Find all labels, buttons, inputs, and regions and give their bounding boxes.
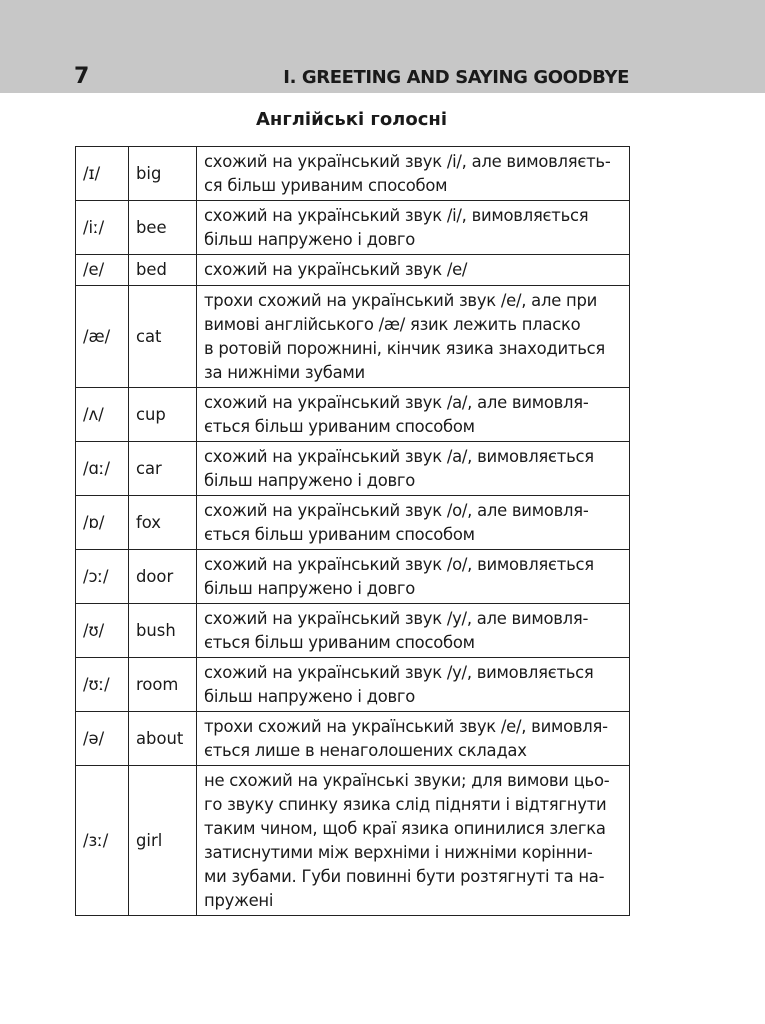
section-title: Англійські голосні (255, 109, 448, 130)
description-line: не схожий на українські звуки; для вимови цьо- (204, 770, 610, 790)
description-line: більш напружено і довго (204, 470, 416, 490)
description-line: більш напружено і довго (204, 578, 416, 598)
vowel-row (76, 255, 630, 286)
vowel-symbol: /iː/ (76, 201, 129, 255)
vowel-description (197, 388, 630, 442)
description-line: ється більш уриваним способом (204, 632, 475, 652)
description-line: схожий на український звук /у/, вимовляється (204, 662, 594, 682)
vowel-table (75, 146, 630, 916)
vowel-row (76, 286, 630, 388)
vowel-symbol: /ɪ/ (76, 147, 129, 201)
description-line: вимові англійського /æ/ язик лежить пласко (204, 314, 581, 334)
description-line: схожий на український звук /і/, але вимовляєть- (204, 151, 611, 171)
description-line: схожий на український звук /о/, але вимовля- (204, 500, 589, 520)
description-line: схожий на український звук /а/, вимовляється (204, 446, 594, 466)
description-line: таким чином, щоб краї язика опинилися злегка (204, 818, 606, 838)
vowel-table-body (76, 147, 630, 916)
vowel-description (197, 766, 630, 916)
example-word: cat (129, 286, 197, 388)
vowel-symbol: /ɔː/ (76, 550, 129, 604)
vowel-description (197, 712, 630, 766)
vowel-description (197, 286, 630, 388)
description-line: схожий на український звук /о/, вимовляється (204, 554, 594, 574)
example-word: girl (129, 766, 197, 916)
description-line: трохи схожий на український звук /е/, але при (204, 290, 598, 310)
vowel-description (197, 201, 630, 255)
description-line: ся більш уриваним способом (204, 175, 448, 195)
vowel-symbol: /æ/ (76, 286, 129, 388)
vowel-row (76, 550, 630, 604)
example-word: big (129, 147, 197, 201)
description-line: більш напружено і довго (204, 229, 416, 249)
description-line: ється більш уриваним способом (204, 416, 475, 436)
description-line: ми зубами. Губи повинні бути розтягнуті та на- (204, 866, 605, 886)
vowel-symbol: /ɜː/ (76, 766, 129, 916)
description-line: затиснутими між верхніми і нижніми корінни- (204, 842, 593, 862)
example-word: door (129, 550, 197, 604)
vowel-row (76, 147, 630, 201)
vowel-symbol: /ʊː/ (76, 658, 129, 712)
vowel-description (197, 442, 630, 496)
example-word: cup (129, 388, 197, 442)
vowel-row (76, 388, 630, 442)
description-line: схожий на український звук /і/, вимовляється (204, 205, 589, 225)
vowel-symbol: /ɒ/ (76, 496, 129, 550)
vowel-symbol: /ʌ/ (76, 388, 129, 442)
vowel-description (197, 550, 630, 604)
vowel-description (197, 255, 630, 286)
vowel-row (76, 604, 630, 658)
chapter-title: I. GREETING AND SAYING GOODBYE (283, 67, 629, 88)
vowel-symbol: /e/ (76, 255, 129, 286)
description-line: схожий на український звук /у/, але вимовля- (204, 608, 589, 628)
vowel-row (76, 496, 630, 550)
vowel-row (76, 442, 630, 496)
vowel-row (76, 766, 630, 916)
page-number: 7 (74, 64, 90, 89)
vowel-symbol: /ɑː/ (76, 442, 129, 496)
description-line: більш напружено і довго (204, 686, 416, 706)
description-line: схожий на український звук /е/ (204, 260, 468, 279)
description-line: ється лише в ненаголошених складах (204, 740, 527, 760)
description-line: в ротовій порожнині, кінчик язика знаходиться (204, 338, 605, 358)
vowel-row (76, 712, 630, 766)
example-word: car (129, 442, 197, 496)
description-line: за нижніми зубами (204, 362, 365, 382)
vowel-row (76, 201, 630, 255)
example-word: bed (129, 255, 197, 286)
vowel-description (197, 658, 630, 712)
description-line: трохи схожий на український звук /е/, вимовля- (204, 716, 608, 736)
example-word: about (129, 712, 197, 766)
example-word: room (129, 658, 197, 712)
description-line: ється більш уриваним способом (204, 524, 475, 544)
vowel-row (76, 658, 630, 712)
vowel-description (197, 604, 630, 658)
vowel-symbol: /ʊ/ (76, 604, 129, 658)
vowel-symbol: /ə/ (76, 712, 129, 766)
vowel-description (197, 147, 630, 201)
description-line: схожий на український звук /а/, але вимовля- (204, 392, 589, 412)
description-line: го звуку спинку язика слід підняти і відтягнути (204, 794, 607, 814)
description-line: пружені (204, 890, 274, 910)
vowel-description (197, 496, 630, 550)
example-word: fox (129, 496, 197, 550)
example-word: bee (129, 201, 197, 255)
example-word: bush (129, 604, 197, 658)
